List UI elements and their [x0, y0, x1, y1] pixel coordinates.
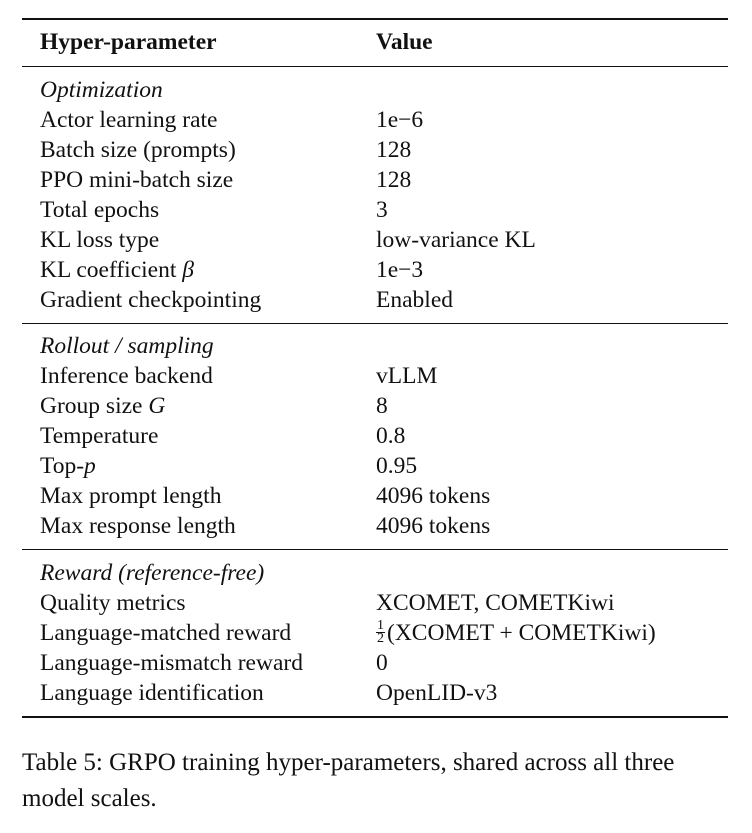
table-row: Top-p 0.95	[40, 453, 418, 479]
table-row: KL loss type low-variance KL	[40, 227, 536, 253]
g-symbol: G	[148, 393, 166, 419]
table-row: Language-mismatch reward 0	[40, 650, 388, 676]
table-header	[22, 27, 728, 57]
table-row: Actor learning rate 1e−6	[40, 107, 424, 133]
header-value: Value	[376, 29, 433, 55]
section-rule	[22, 549, 728, 550]
table-row: PPO mini-batch size 128	[40, 167, 412, 193]
table-row: Total epochs 3	[40, 197, 388, 223]
header-param: Hyper-parameter	[40, 29, 217, 55]
table-row: Gradient checkpointing Enabled	[40, 287, 453, 313]
table-row: Group size G 8	[40, 393, 388, 419]
table-row: KL coefficient β 1e−3	[40, 257, 424, 283]
bottom-rule	[22, 716, 728, 718]
section-title-optimization: Optimization	[40, 77, 163, 103]
section-title-rollout: Rollout / sampling	[40, 333, 214, 359]
p-symbol: p	[84, 453, 96, 479]
table-row: Max response length 4096 tokens	[40, 513, 491, 539]
table-row: Temperature 0.8	[40, 423, 406, 449]
table-row: Inference backend vLLM	[40, 363, 438, 389]
table-row: Language identification OpenLID-v3	[40, 680, 498, 706]
table-row: Batch size (prompts) 128	[40, 137, 412, 163]
section-title-reward: Reward (reference-free)	[40, 560, 265, 586]
half-fraction: $\frac{1}{2}$	[377, 618, 384, 647]
beta-symbol: β	[182, 257, 194, 283]
table-row: Language-matched reward $\frac{1}{2}$ (XCOMET + COMETKiwi)	[40, 618, 656, 647]
table-caption: Table 5: GRPO training hyper-parameters, shared across all three model scales.	[22, 749, 675, 812]
header-rule	[22, 66, 728, 67]
table-row: Quality metrics XCOMET, COMETKiwi	[40, 590, 615, 616]
section-rule	[22, 323, 728, 324]
table-row: Max prompt length 4096 tokens	[40, 483, 491, 509]
top-rule	[22, 18, 728, 20]
